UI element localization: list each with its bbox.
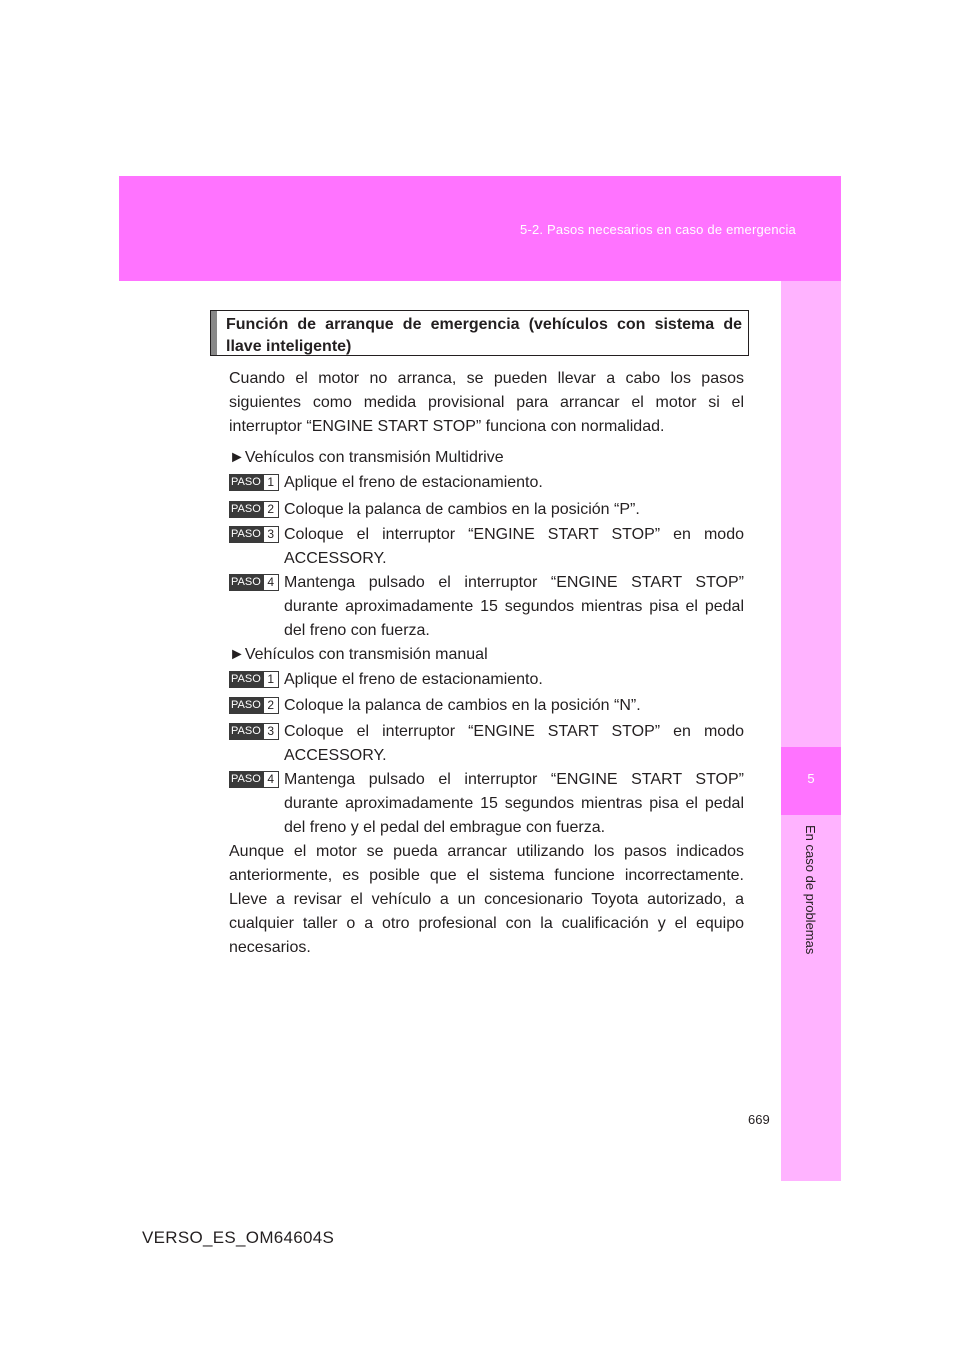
badge-number: 3 — [263, 723, 279, 740]
badge-label: PASO — [229, 671, 263, 688]
badge-number: 4 — [263, 574, 279, 591]
section-title-box — [210, 310, 749, 356]
step-text: Mantenga pulsado el interruptor “ENGINE START STOP” durante aproximadamente 15 segundos mientras pisa el pedal del freno con fuerza. — [284, 574, 744, 639]
multidrive-step-4 — [229, 571, 744, 643]
badge-label: PASO — [229, 501, 263, 518]
manual-step-1 — [229, 668, 744, 692]
badge-number: 2 — [263, 697, 279, 714]
multidrive-step-1 — [229, 471, 744, 495]
intro-paragraph: Cuando el motor no arranca, se pueden llevar a cabo los pasos siguientes como medida provisional para arrancar el motor si el interruptor “ENGINE START STOP” funciona con normalidad. — [229, 370, 744, 435]
step-text: Aplique el freno de estacionamiento. — [284, 474, 543, 491]
section-header: 5-2. Pasos necesarios en caso de emergencia — [520, 222, 796, 237]
step-text: Coloque la palanca de cambios en la posición “N”. — [284, 697, 641, 714]
badge-number: 4 — [263, 771, 279, 788]
badge-label: PASO — [229, 526, 263, 543]
badge-label: PASO — [229, 771, 263, 788]
badge-number: 1 — [263, 474, 279, 491]
step-badge — [229, 671, 279, 688]
badge-number: 1 — [263, 671, 279, 688]
step-badge — [229, 501, 279, 518]
step-text: Coloque el interruptor “ENGINE START STOP” en modo ACCESSORY. — [284, 723, 744, 764]
step-badge — [229, 526, 279, 543]
side-tab-number — [781, 747, 841, 815]
step-text: Aplique el freno de estacionamiento. — [284, 671, 543, 688]
page-number: 669 — [748, 1112, 770, 1127]
step-badge — [229, 771, 279, 788]
manual-step-4 — [229, 768, 744, 840]
badge-label: PASO — [229, 723, 263, 740]
section-title: Función de arranque de emergencia (vehículos con sistema de llave inteligente) — [226, 316, 742, 355]
chapter-label: En caso de problemas — [803, 825, 818, 955]
manual-step-2 — [229, 694, 744, 718]
multidrive-step-2 — [229, 498, 744, 522]
step-text: Coloque el interruptor “ENGINE START STOP” en modo ACCESSORY. — [284, 526, 744, 567]
step-badge — [229, 723, 279, 740]
badge-number: 2 — [263, 501, 279, 518]
closing-paragraph: Aunque el motor se pueda arrancar utilizando los pasos indicados anteriormente, es posible que el sistema funcione incorrectamente. Lleve a revisar el vehículo a un concesionario Toyota autorizado, a cualquier taller o a otro profesional con la cualificación y el equipo necesarios. — [229, 843, 744, 956]
step-badge — [229, 697, 279, 714]
step-badge — [229, 574, 279, 591]
header-band — [119, 176, 841, 281]
badge-label: PASO — [229, 574, 263, 591]
side-label-wrap — [781, 815, 841, 1181]
title-accent-bar — [211, 311, 217, 355]
manual-heading: ►Vehículos con transmisión manual — [229, 646, 488, 663]
chapter-number: 5 — [807, 771, 815, 786]
step-badge — [229, 474, 279, 491]
multidrive-heading: ►Vehículos con transmisión Multidrive — [229, 449, 504, 466]
badge-number: 3 — [263, 526, 279, 543]
badge-label: PASO — [229, 474, 263, 491]
document-code: VERSO_ES_OM64604S — [142, 1228, 335, 1247]
step-text: Mantenga pulsado el interruptor “ENGINE START STOP” durante aproximadamente 15 segundos mientras pisa el pedal del freno y el pedal del embrague con fuerza. — [284, 771, 744, 836]
step-text: Coloque la palanca de cambios en la posición “P”. — [284, 501, 640, 518]
manual-step-3 — [229, 720, 744, 768]
multidrive-step-3 — [229, 523, 744, 571]
side-tab-upper — [781, 281, 841, 747]
side-tab-lower — [781, 815, 841, 1181]
badge-label: PASO — [229, 697, 263, 714]
